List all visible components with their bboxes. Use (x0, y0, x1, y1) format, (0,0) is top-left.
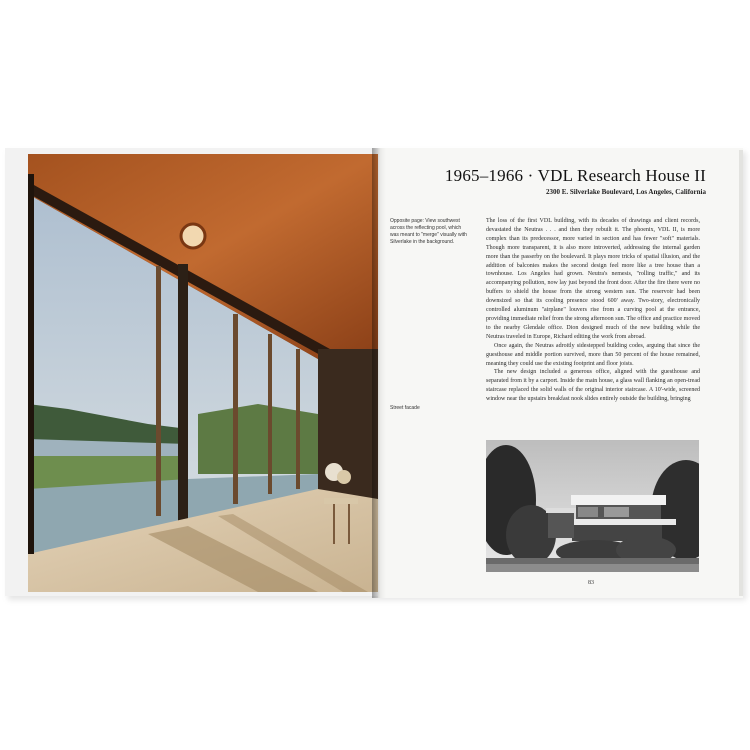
page-subtitle: 2300 E. Silverlake Boulevard, Los Angeles, California (545, 188, 706, 196)
left-page (5, 148, 378, 596)
book-gutter (372, 148, 386, 598)
caption-opposite-page: Opposite page: View southwest across the reflecting pool, which was meant to "merge" visually with Silverlake in the background. (390, 218, 467, 245)
body-paragraph: Once again, the Neutras adroitly sidestepped building codes, arguing that since the guesthouse and middle portion survived, more than 50 percent of the house remained, meaning they could use the existing footprint and floor joists. (486, 342, 700, 367)
caption-street-facade: Street facade (390, 405, 420, 411)
body-paragraph: The new design included a generous office, aligned with the guesthouse and separated from it by a carport. Inside the main house, a glass wall flanking an open-tread staircase replaced the solid walls of the original interior staircase. A 10'-wide, screened window near the upstairs breakfast nook slides entirely outside the building, bringing (486, 369, 700, 403)
interior-photo-illustration (28, 154, 378, 592)
page-number: 83 (588, 580, 594, 586)
interior-photo (28, 154, 378, 592)
page-edge (739, 150, 743, 596)
body-text (486, 217, 700, 404)
street-facade-photo (486, 440, 699, 572)
street-facade-illustration (486, 440, 699, 572)
page-title: 1965–1966 · VDL Research House II (444, 166, 706, 185)
body-paragraph: The loss of the first VDL building, with its decades of drawings and client records, devastated the Neutras . . . and then they rebuilt it. The phoenix, VDL II, is more complex than its predecessor, more varied in section and has fewer "soft" materials. Though more transparent, it is also more introverted, addressing the internal garden more than the passerby on the boulevard. It plays more tricks of spatial illusion, and the addition of balconies makes the second design feel more like a tree house than a townhouse. Los Angeles had grown. Neutra's nemesis, "rolling traffic," and its accompanying pollution, now lay just beyond the front door. After the fire there were no buffers to shield the house from the strong western sun. The reservoir had been downsized so that its cooling presence stood 600' away. Two-story, electronically controlled aluminum "airplane" louvers rise from a curving pool at the entrance, providing immediate relief from the strong afternoon sun. The office and practice moved to the nearby Glendale office. Dion designed much of the new building while the Neutras traveled in Europe, Richard editing the work from abroad. (486, 218, 700, 340)
